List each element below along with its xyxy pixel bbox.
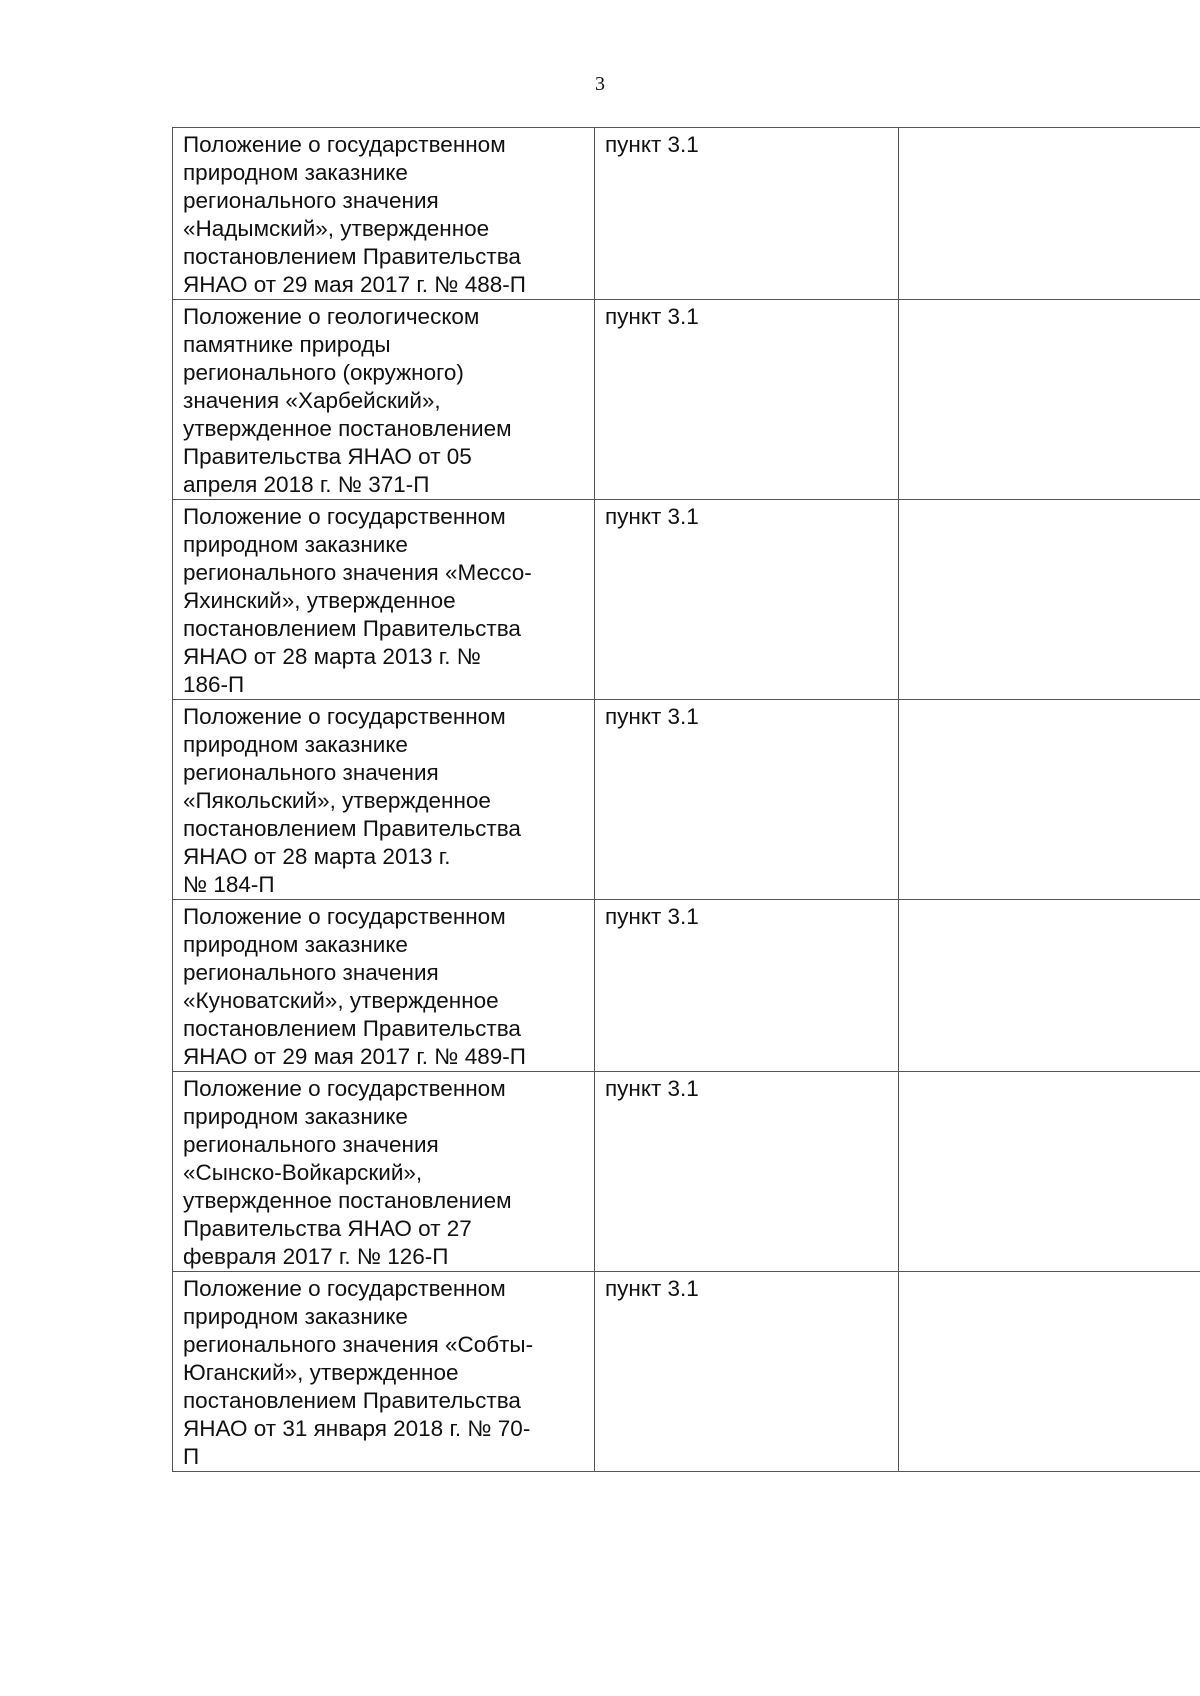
table-row [173, 128, 1200, 300]
note-cell [899, 700, 1200, 900]
note-cell [899, 900, 1200, 1072]
document-cell: Положение о государственном природном заказнике регионального значения «Надымский», утвержденное постановлением Правительства ЯНАО от 29 мая 2017 г. № 488-П [173, 128, 595, 300]
document-table [172, 127, 1200, 1472]
note-cell [899, 500, 1200, 700]
table-row [173, 500, 1200, 700]
document-cell: Положение о государственном природном заказнике регионального значения «Куноватский», утвержденное постановлением Правительства ЯНАО от 29 мая 2017 г. № 489-П [173, 900, 595, 1072]
table-row [173, 300, 1200, 500]
clause-cell: пункт 3.1 [595, 300, 899, 500]
document-cell: Положение о государственном природном заказнике регионального значения «Сынско-Войкарский», утвержденное постановлением Правительства ЯНАО от 27 февраля 2017 г. № 126-П [173, 1072, 595, 1272]
clause-cell: пункт 3.1 [595, 700, 899, 900]
note-cell [899, 128, 1200, 300]
clause-cell: пункт 3.1 [595, 1272, 899, 1472]
clause-cell: пункт 3.1 [595, 128, 899, 300]
note-cell [899, 1072, 1200, 1272]
document-cell: Положение о государственном природном заказнике регионального значения «Мессо- Яхинский», утвержденное постановлением Правительства ЯНАО от 28 марта 2013 г. № 186-П [173, 500, 595, 700]
document-cell: Положение о государственном природном заказнике регионального значения «Пякольский», утвержденное постановлением Правительства ЯНАО от 28 марта 2013 г. № 184-П [173, 700, 595, 900]
page-number: 3 [595, 73, 605, 95]
table-row [173, 1072, 1200, 1272]
table-row [173, 700, 1200, 900]
document-cell: Положение о геологическом памятнике природы регионального (окружного) значения «Харбейский», утвержденное постановлением Правительства ЯНАО от 05 апреля 2018 г. № 371-П [173, 300, 595, 500]
note-cell [899, 300, 1200, 500]
table-row [173, 900, 1200, 1072]
note-cell [899, 1272, 1200, 1472]
document-cell: Положение о государственном природном заказнике регионального значения «Собты- Юганский», утвержденное постановлением Правительства ЯНАО от 31 января 2018 г. № 70- П [173, 1272, 595, 1472]
clause-cell: пункт 3.1 [595, 900, 899, 1072]
table-row [173, 1272, 1200, 1472]
clause-cell: пункт 3.1 [595, 1072, 899, 1272]
clause-cell: пункт 3.1 [595, 500, 899, 700]
